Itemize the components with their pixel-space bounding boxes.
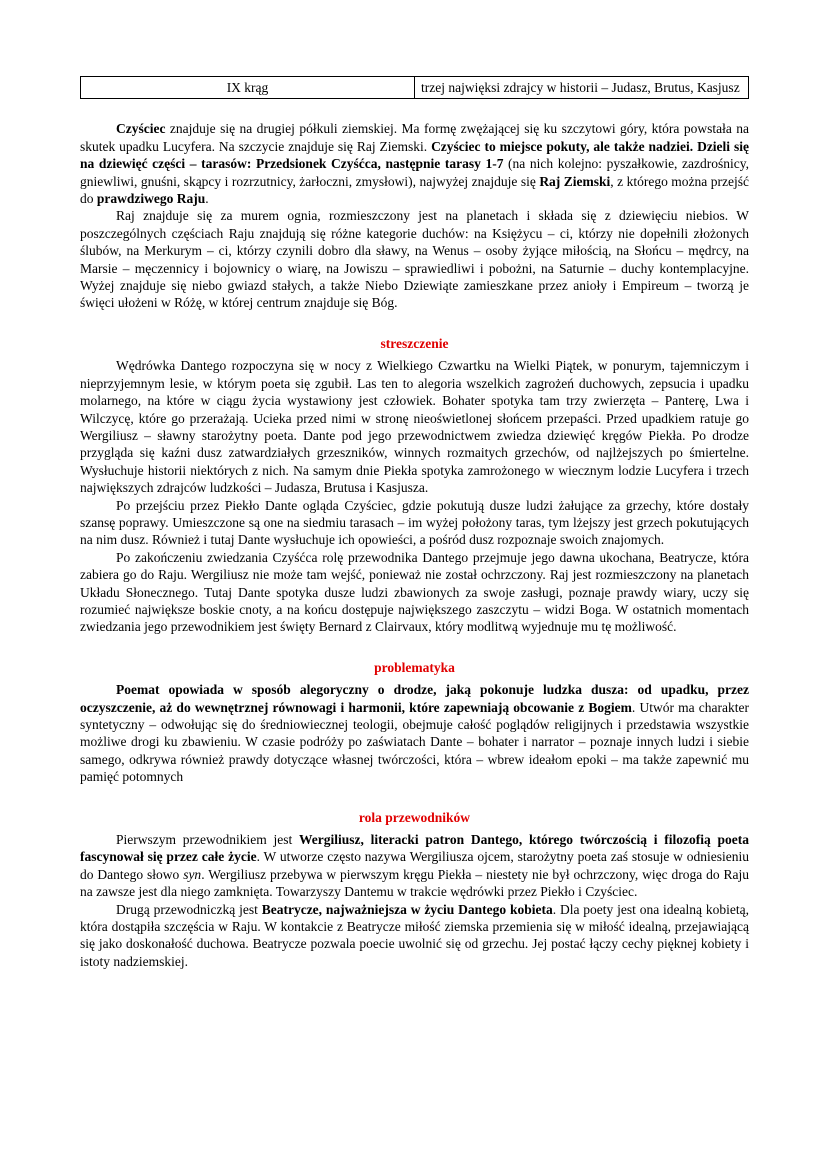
paragraph: [80, 497, 749, 549]
table-cell-circle-description: trzej najwięksi zdrajcy w historii – Judasz, Brutus, Kasjusz: [415, 77, 749, 99]
paragraph: [80, 831, 749, 901]
text-run: Wędrówka Dantego rozpoczyna się w nocy z Wielkiego Czwartku na Wielki Piątek, w ponurym, tajemniczym i nieprzyjemnym lesie, w którym poeta się zgubił. Las ten to alegoria wszelkich zagrożeń duchowych, zepsucia i upadku molarnego, na które w ciągu życia wystawiony jest człowiek. Bohater spotyka tam trzy zwierzęta – Panterę, Lwa i Wilczycę, które go przerażają. Ucieka przed nimi w stronę nieoświetlonej słońcem przepaści. Przed upadkiem ratuje go Wergiliusz – sławny starożytny poeta. Dante pod jego przewodnictwem zwiedza dziewięć kręgów Piekła. Po drodze przygląda się kaźni dusz zatwardziałych grzeszników, winnych rozmaitych grzechów, od najlżejszych po śmiertelne. Wysłuchuje historii niektórych z nich. Na samym dnie Piekła spotyka zamrożonego w wiecznym lodzie Lucyfera i trzech największych zdrajców ludzkości – Judasza, Brutusa i Kasjusza.: [80, 358, 749, 496]
text-run: .: [205, 191, 209, 207]
text-run: Pierwszym przewodnikiem jest: [116, 832, 299, 848]
paragraph: [80, 120, 749, 207]
paragraph: [80, 549, 749, 636]
circles-table: [80, 76, 749, 99]
text-run: Czyściec: [116, 121, 166, 137]
text-run: Beatrycze, najważniejsza w życiu Dantego kobieta: [261, 901, 553, 917]
text-run: Poemat opowiada w sposób alegoryczny o drodze, jaką pokonuje ludzka dusza: od upadku, przez oczyszczenie, aż do wewnętrznej równowagi i harmonii, które zapewniają obcowanie z Bogiem: [80, 682, 749, 715]
text-run: Raj Ziemski: [539, 173, 611, 189]
text-run: Po zakończeniu zwiedzania Czyśćca rolę przewodnika Dantego przejmuje jego dawna ukochana, Beatrycze, która zabiera go do Raju. Wergiliusz nie może tam wejść, ponieważ nie został ochrzczony. Raj jest rozmieszczony na planetach Układu Słonecznego. Tutaj Dante spotyka dusze ludzi zbawionych za swoje zasługi, poznaje prawdy wiary, uczy się rozumieć największe boskie cnoty, a na końcu dostępuje największego zaszczytu – widzi Boga. W ostatnich momentach zwiedzania jego przewodnikiem jest święty Bernard z Clairvaux, który modlitwą wyjednuje mu tę możliwość.: [80, 549, 749, 635]
text-run: znajduje się na drugiej półkuli ziemskiej. Ma formę zwężającej się ku szczytowi góry, która powstała na skutek upadku Lucyfera. Na szczycie znajduje się Raj Ziemski.: [80, 121, 749, 154]
section-heading: rola przewodników: [358, 809, 471, 825]
text-run: . Wergiliusz przebywa w pierwszym kręgu Piekła – niestety nie był ochrzczony, więc droga do Raju na zawsze jest dla niego zamknięta. Towarzyszy Dantemu w trakcie wędrówki przez Piekło i Czyściec.: [80, 866, 749, 900]
text-run: prawdziwego Raju: [96, 191, 206, 207]
section-heading: streszczenie: [380, 335, 449, 351]
text-run: Po przejściu przez Piekło Dante ogląda Czyściec, gdzie pokutują dusze ludzi żałujące za grzechy, które dostały szansę poprawy. Umieszczone są one na siedmiu tarasach – im wyżej położony taras, tym lżejszy jest grzech pokutujących na nim dusz. Również i tutaj Dante wysłuchuje ich opowieści, a pośród dusz rozpoznaje swoich znajomych.: [80, 497, 749, 548]
paragraph: [80, 207, 749, 311]
text-run: Drugą przewodniczką jest: [116, 901, 262, 917]
paragraph: [80, 357, 749, 496]
text-run: . W utworze często nazywa Wergiliusza ojcem, starożytny poeta zaś stosuje w odniesieniu do Dantego słowo: [80, 849, 749, 882]
text-run: . Utwór ma charakter syntetyczny – odwołując się do średniowiecznej teologii, obejmuje całość poglądów religijnych i przedstawia wszystkie możliwe drogi ku zbawieniu. W czasie podróży po zaświatach Dante – bohater i narrator – poznaje innych ludzi i siebie samego, odkrywa również prawdy dotyczące własnej twórczości, która – wbrew ideałom epoki – ma także zapewnić mu pamięć potomnych: [80, 699, 750, 785]
text-run: , z którego można przejść do: [80, 173, 749, 207]
table-row: [81, 77, 749, 99]
paragraph: [80, 901, 749, 971]
text-run: . Dla poety jest ona idealną kobietą, która dostąpiła szczęścia w Raju. W kontakcie z Beatrycze miłość ziemska przemienia się w miłość idealną, przejawiającą się jako doskonałość duchowa. Beatrycze pozwala poecie uwolnić się od grzechu. Jej postać łączy cechy pięknej kobiety i istoty nadziemskiej.: [80, 901, 749, 969]
text-run: Raj znajduje się za murem ognia, rozmieszczony jest na planetach i składa się z dziewięciu niebios. W poszczególnych częściach Raju znajdują się różne kategorie duchów: na Księżycu – ci, którzy nie dopełnili złożonych ślubów, na Merkurym – ci, którzy czynili dobro dla sławy, na Wenus – osoby żyjące miłością, na Słońcu – mędrcy, na Marsie – męczennicy i bojownicy o wiarę, na Jowiszu – sprawiedliwi i pobożni, na Saturnie – duchy kontemplacyjne. Wyżej znajduje się niebo gwiazd stałych, a także Niebo Dziewiąte zamieszkane przez anioły i Empireum – tworzą je święci ułożeni w Różę, w której centrum znajduje się Bóg.: [80, 208, 749, 311]
section-heading: problematyka: [374, 659, 455, 675]
text-run: syn: [183, 866, 202, 882]
document-content: [80, 120, 749, 970]
text-run: Czyściec to miejsce pokuty, ale także nadziei. Dzieli się na dziewięć części – tarasów: Przedsionek Czyśćca, następnie tarasy 1-7: [80, 138, 749, 172]
text-run: Wergiliusz, literacki patron Dantego, którego twórczością i filozofią poeta fascynował się przez całe życie: [80, 832, 749, 865]
text-run: (na nich kolejno: pyszałkowie, zazdrośnicy, gniewliwi, gnuśni, skąpcy i rozrzutnicy, żarłoczni, zmysłowi), najwyżej znajduje się: [80, 156, 750, 189]
paragraph: [80, 681, 749, 785]
table-cell-circle-name: IX krąg: [81, 77, 415, 99]
